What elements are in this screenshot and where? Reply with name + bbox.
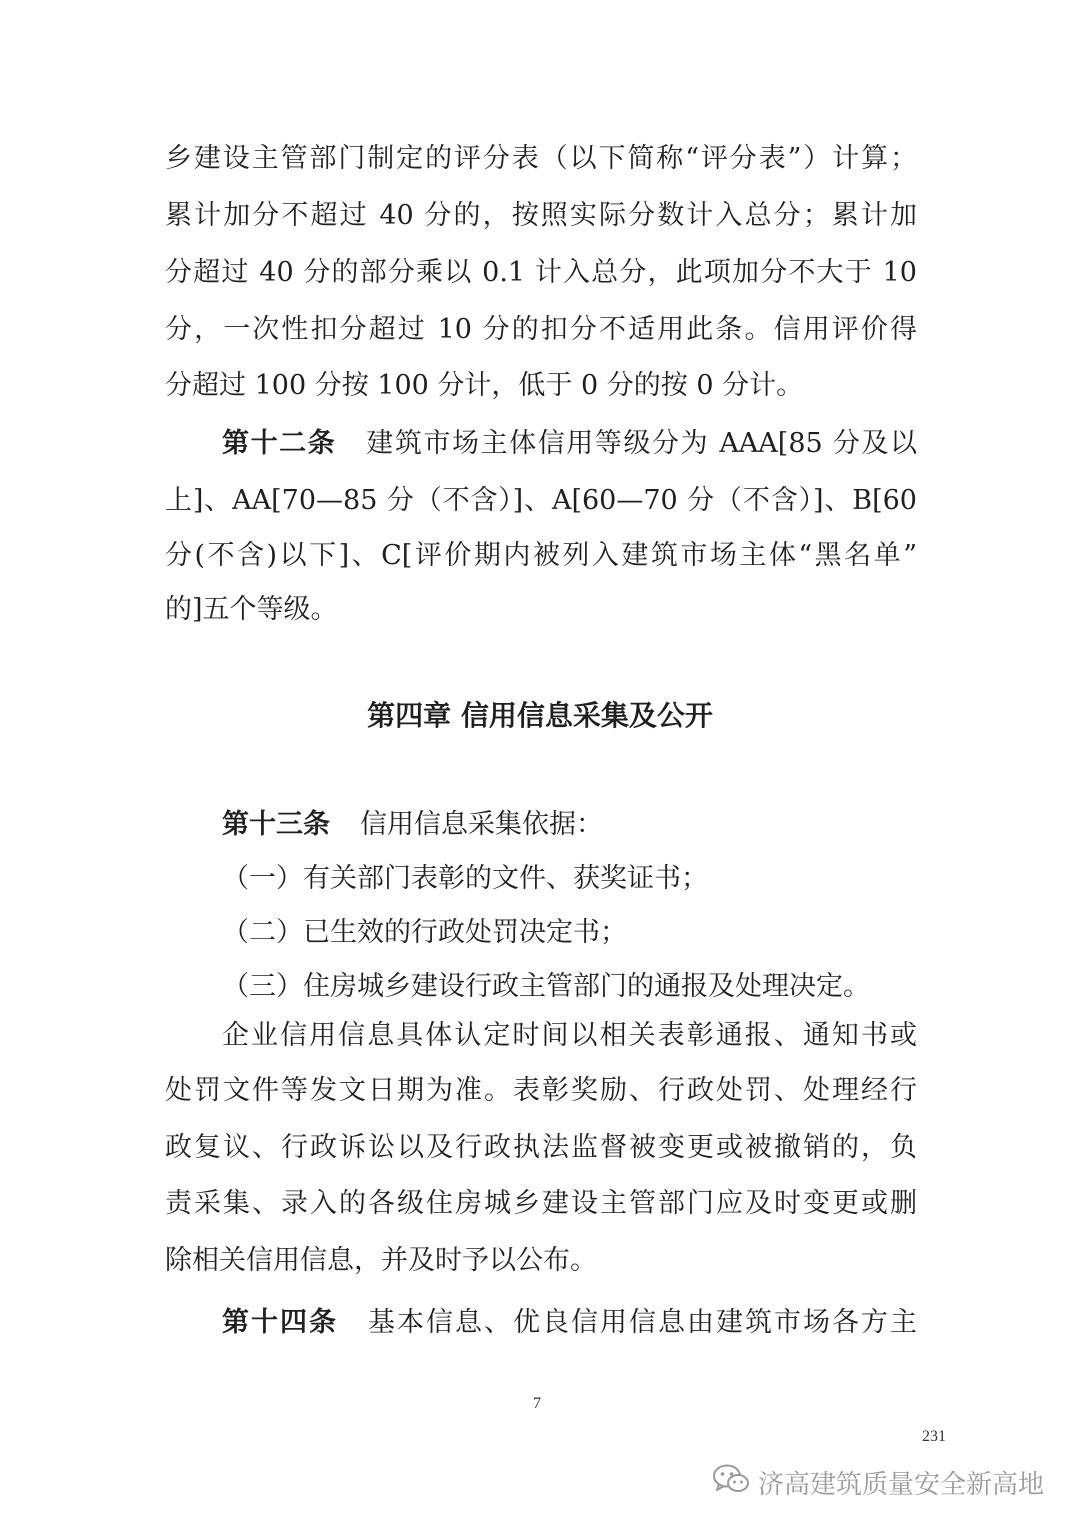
chapter-heading: 第四章 信用信息采集及公开 [367,699,713,732]
paragraph-line: 分超过 100 分按 100 分计，低于 0 分的按 0 分计。 [165,370,804,401]
article-14-label: 第十四条 [222,1307,338,1338]
document-page-number: 231 [922,1428,946,1445]
paragraph-line: 累计加分不超过 40 分的，按照实际分数计入总分；累计加 [165,200,917,231]
list-item: （二）已生效的行政处罚决定书； [222,917,627,948]
paragraph-line: 责采集、录入的各级住房城乡建设主管部门应及时变更或删 [165,1188,917,1219]
paragraph-line: 分(不含)以下]、C[评价期内被列入建筑市场主体“黑名单” [165,540,917,571]
article-12-text: 建筑市场主体信用等级分为 AAA[85 分及以 [366,428,917,459]
watermark [712,1462,1044,1502]
wechat-icon [712,1463,750,1502]
list-item: （三）住房城乡建设行政主管部门的通报及处理决定。 [222,971,870,1002]
article-13-label: 第十三条 [222,809,330,840]
article-14-first-line [222,1303,917,1343]
paragraph-line: 的]五个等级。 [165,594,338,625]
paragraph-line: 政复议、行政诉讼以及行政执法监督被变更或被撤销的，负 [165,1132,917,1163]
paragraph-line: 企业信用信息具体认定时间以相关表彰通报、通知书或 [222,1020,917,1051]
paragraph-line: 上]、AA[70—85 分（不含）]、A[60—70 分（不含）]、B[60 [165,485,917,516]
article-12-label: 第十二条 [222,428,337,459]
page-number: 7 [533,1395,541,1412]
article-14-text: 基本信息、优良信用信息由建筑市场各方主 [368,1307,917,1338]
paragraph-line: 乡建设主管部门制定的评分表（以下简称“评分表”）计算； [165,143,917,174]
list-item: （一）有关部门表彰的文件、获奖证书； [222,863,708,894]
paragraph-line: 分，一次性扣分超过 10 分的扣分不适用此条。信用评价得 [165,314,917,345]
paragraph-line: 分超过 40 分的部分乘以 0.1 计入总分，此项加分不大于 10 [165,257,917,288]
article-13-first-line [222,805,917,845]
paragraph-line: 处罚文件等发文日期为准。表彰奖励、行政处罚、处理经行 [165,1075,917,1106]
article-13-text: 信用信息采集依据： [360,809,603,840]
article-12-first-line [222,424,917,464]
watermark-text: 济高建筑质量安全新高地 [757,1469,1044,1500]
paragraph-line: 除相关信用信息，并及时予以公布。 [165,1245,597,1276]
